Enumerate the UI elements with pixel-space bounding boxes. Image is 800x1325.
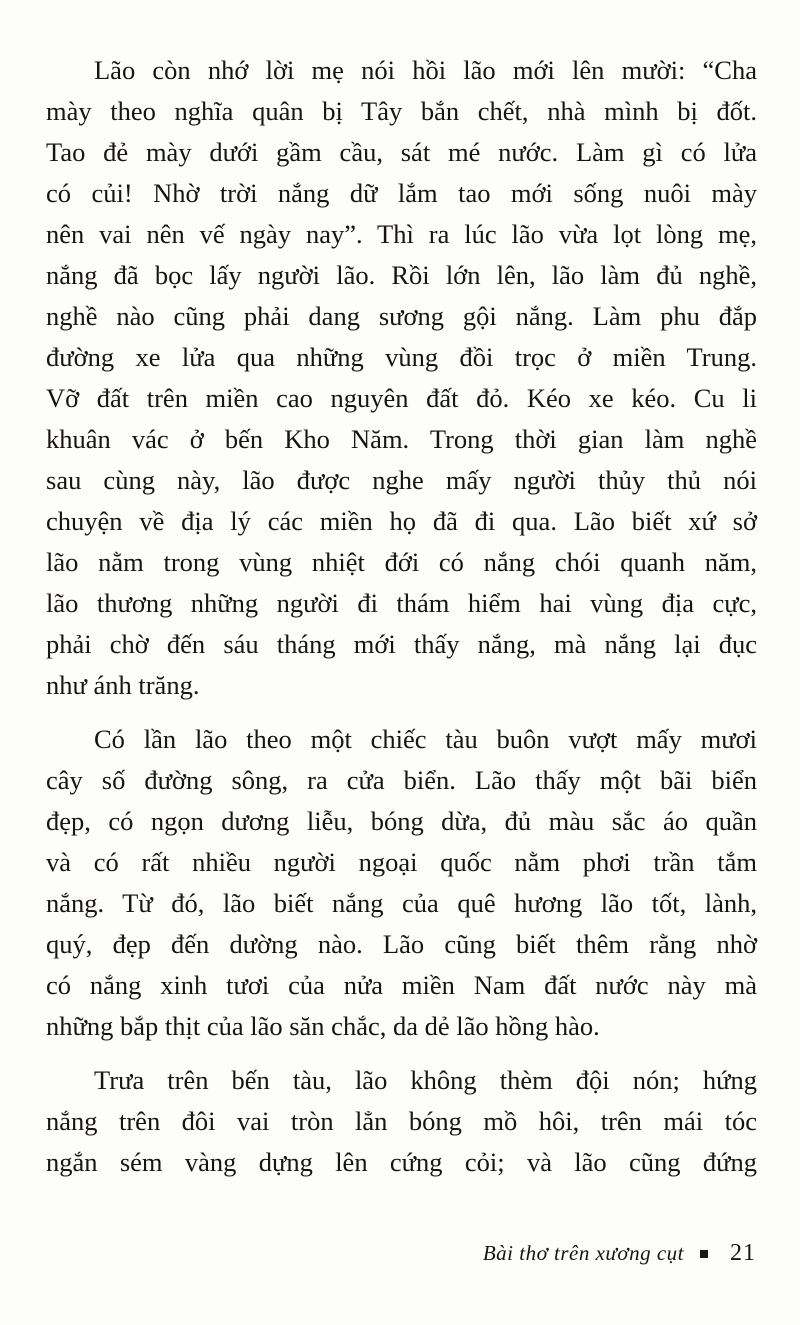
paragraph xyxy=(46,1060,757,1183)
text-line: Trưa trên bến tàu, lão không thèm đội nón; hứng xyxy=(94,1065,757,1095)
text-line: và có rất nhiều người ngoại quốc nằm phơi trần tắm xyxy=(46,847,757,877)
page-number: 21 xyxy=(730,1240,756,1266)
text-line: Tao đẻ mày dưới gầm cầu, sát mé nước. Làm gì có lửa xyxy=(46,137,757,167)
paragraph xyxy=(46,719,757,1047)
paragraph xyxy=(46,50,757,706)
text-line: chuyện về địa lý các miền họ đã đi qua. Lão biết xứ sở xyxy=(46,506,757,536)
text-line: nắng trên đôi vai tròn lẳn bóng mồ hôi, trên mái tóc xyxy=(46,1106,757,1136)
text-line: phải chờ đến sáu tháng mới thấy nắng, mà nắng lại đục xyxy=(46,629,757,659)
text-line: đẹp, có ngọn dương liễu, bóng dừa, đủ màu sắc áo quần xyxy=(46,806,757,836)
running-title: Bài thơ trên xương cụt xyxy=(482,1241,684,1265)
text-line: sau cùng này, lão được nghe mấy người thủy thủ nói xyxy=(46,465,757,495)
page-text xyxy=(46,50,757,1196)
text-line: lão nằm trong vùng nhiệt đới có nắng chói quanh năm, xyxy=(46,547,757,577)
text-line: khuân vác ở bến Kho Năm. Trong thời gian làm nghề xyxy=(46,424,757,454)
text-line: có nắng xinh tươi của nửa miền Nam đất nước này mà xyxy=(46,970,757,1000)
text-line: Có lần lão theo một chiếc tàu buôn vượt mấy mươi xyxy=(94,724,757,754)
text-line: nắng đã bọc lấy người lão. Rồi lớn lên, lão làm đủ nghề, xyxy=(46,260,757,290)
text-line: có củi! Nhờ trời nắng dữ lắm tao mới sống nuôi mày xyxy=(46,178,757,208)
text-line: Vỡ đất trên miền cao nguyên đất đỏ. Kéo xe kéo. Cu li xyxy=(46,383,757,413)
text-line: lão thương những người đi thám hiểm hai vùng địa cực, xyxy=(46,588,757,618)
text-line: nghề nào cũng phải dang sương gội nắng. Làm phu đắp xyxy=(46,301,757,331)
text-line: mày theo nghĩa quân bị Tây bắn chết, nhà mình bị đốt. xyxy=(46,96,757,126)
text-line: ngắn sém vàng dựng lên cứng cỏi; và lão cũng đứng xyxy=(46,1147,757,1177)
text-line: nên vai nên vế ngày nay”. Thì ra lúc lão vừa lọt lòng mẹ, xyxy=(46,219,757,249)
text-line: Lão còn nhớ lời mẹ nói hồi lão mới lên mười: “Cha xyxy=(94,55,757,85)
text-line: những bắp thịt của lão săn chắc, da dẻ lão hồng hào. xyxy=(46,1011,600,1041)
text-line: cây số đường sông, ra cửa biển. Lão thấy một bãi biển xyxy=(46,765,757,795)
text-line: đường xe lửa qua những vùng đồi trọc ở miền Trung. xyxy=(46,342,757,372)
text-line: quý, đẹp đến dường nào. Lão cũng biết thêm rằng nhờ xyxy=(46,929,757,959)
square-bullet-icon xyxy=(700,1250,708,1258)
page-footer xyxy=(483,1240,756,1267)
text-line: như ánh trăng. xyxy=(46,670,200,700)
text-line: nắng. Từ đó, lão biết nắng của quê hương lão tốt, lành, xyxy=(46,888,757,918)
